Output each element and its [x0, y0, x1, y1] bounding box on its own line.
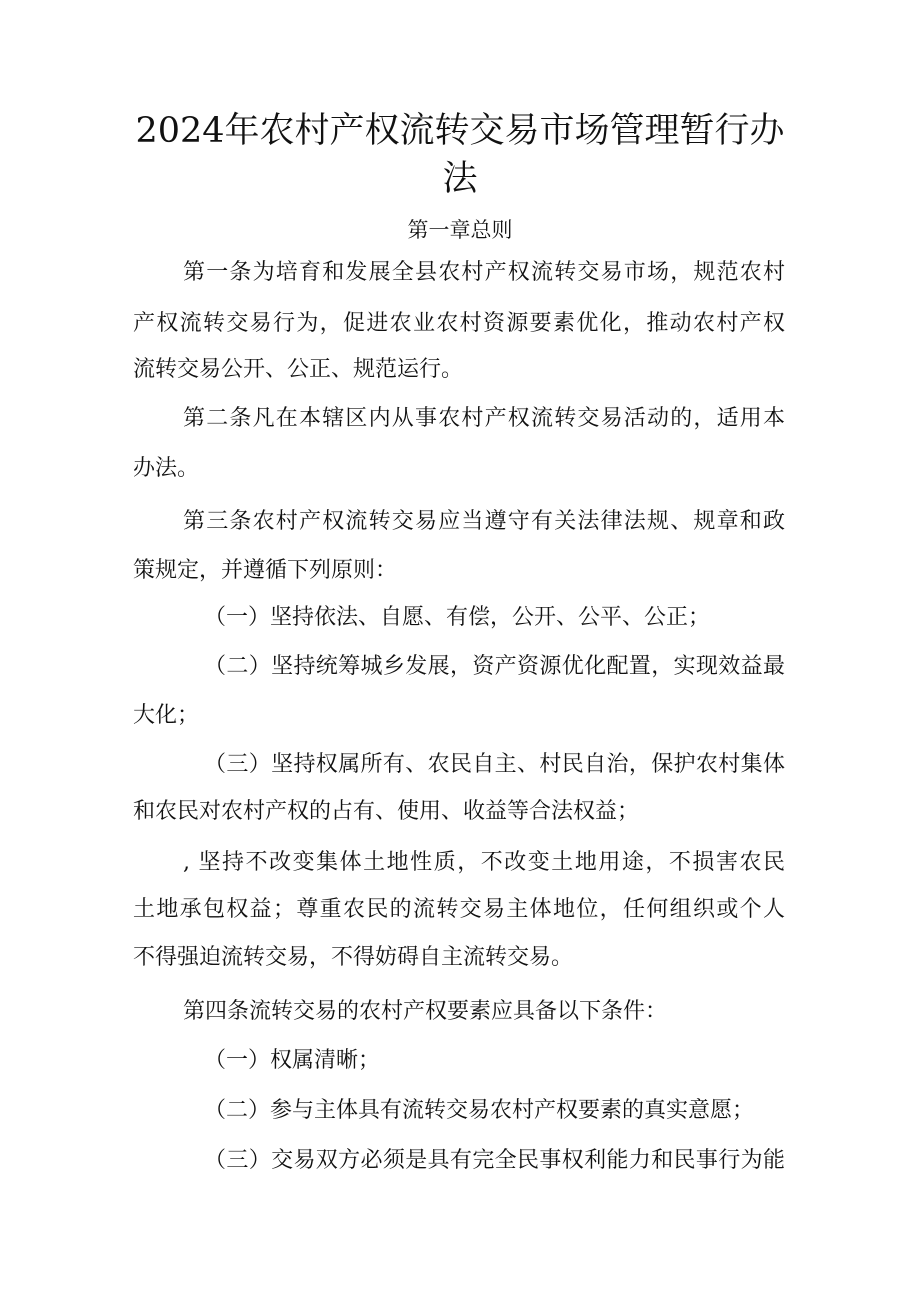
text-line: （二）坚持统筹城乡发展，资产资源优化配置，实现效益最 — [204, 654, 785, 679]
text-line: 产权流转交易行为，促进农业农村资源要素优化，推动农村产权 — [133, 311, 785, 336]
text-line: 策规定，并遵循下列原则： — [133, 558, 398, 583]
document-title-line-1: 2024年农村产权流转交易市场管理暂行办 — [135, 111, 785, 151]
text-line: 大化； — [133, 703, 200, 728]
text-line: 流转交易公开、公正、规范运行。 — [133, 357, 464, 382]
text-line: 和农民对农村产权的占有、使用、收益等合法权益； — [133, 799, 640, 824]
text-line: 第四条流转交易的农村产权要素应具备以下条件： — [183, 999, 668, 1024]
text-line: （三）坚持权属所有、农民自主、村民自治，保护农村集体 — [204, 752, 785, 777]
text-line: 第一条为培育和发展全县农村产权流转交易市场，规范农村 — [183, 260, 785, 285]
text-line: （一）权属清晰； — [204, 1048, 381, 1073]
text-line: 不得强迫流转交易，不得妨碍自主流转交易。 — [133, 945, 574, 970]
text-line: 第三条农村产权流转交易应当遵守有关法律法规、规章和政 — [183, 509, 785, 534]
text-line: 土地承包权益；尊重农民的流转交易主体地位，任何组织或个人 — [133, 897, 785, 922]
document-title-line-2: 法 — [442, 159, 478, 199]
text-line: , 坚持不改变集体土地性质，不改变土地用途，不损害农民 — [183, 850, 785, 875]
text-line: （二）参与主体具有流转交易农村产权要素的真实意愿； — [204, 1098, 755, 1123]
text-line: 办法。 — [133, 456, 200, 481]
text-line: 第二条凡在本辖区内从事农村产权流转交易活动的，适用本 — [183, 406, 785, 431]
chapter-heading: 第一章总则 — [407, 218, 513, 242]
text-line: （一）坚持依法、自愿、有偿，公开、公平、公正； — [204, 605, 711, 630]
text-line: （三）交易双方必须是具有完全民事权利能力和民事行为能 — [204, 1148, 785, 1173]
